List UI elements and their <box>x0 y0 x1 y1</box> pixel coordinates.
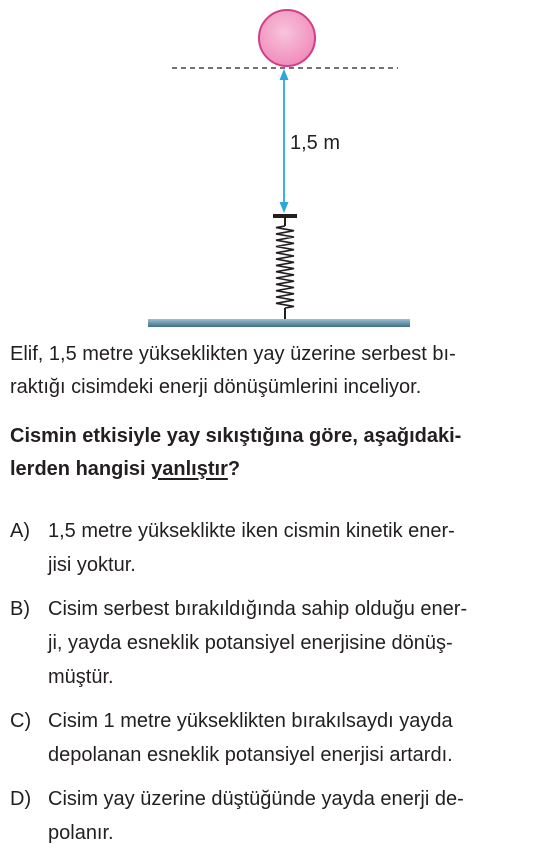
option-d-text <box>48 782 548 850</box>
question-underlined-word: yanlıştır <box>151 458 228 480</box>
option-b-line-1: Cisim serbest bırakıldığında sahip olduğu ener- <box>48 598 468 620</box>
option-a-line-2: jisi yoktur. <box>48 554 136 576</box>
option-b-letter: B) <box>10 598 30 620</box>
option-a-letter: A) <box>10 520 30 542</box>
question-text <box>10 420 546 486</box>
option-b-text <box>48 592 548 694</box>
option-a-line-1: 1,5 metre yükseklikte iken cismin kinetik ener- <box>48 520 455 542</box>
question-line-2-suffix: ? <box>227 458 241 480</box>
distance-arrow <box>280 69 289 213</box>
option-b-line-2: ji, yayda esneklik potansiyel enerjisine dönüş- <box>48 632 453 654</box>
option-c-line-2: depolanan esneklik potansiyel enerjisi artardı. <box>48 744 453 766</box>
option-a-text <box>48 514 548 582</box>
intro-paragraph <box>10 338 546 404</box>
option-c-line-1: Cisim 1 metre yükseklikten bırakılsaydı yayda <box>48 710 453 732</box>
option-d-line-2: polanır. <box>48 822 114 844</box>
option-d-line-1: Cisim yay üzerine düştüğünde yayda enerji de- <box>48 788 464 810</box>
question-line-1: Cismin etkisiyle yay sıkıştığına göre, aşağıdaki- <box>10 425 462 447</box>
intro-line-1: Elif, 1,5 metre yükseklikten yay üzerine serbest bı- <box>10 343 456 365</box>
question-line-2 <box>10 453 546 486</box>
spring <box>273 214 297 320</box>
option-c-letter: C) <box>10 710 32 732</box>
intro-line-2: raktığı cisimdeki enerji dönüşümlerini inceliyor. <box>10 376 422 398</box>
option-b-line-3: müştür. <box>48 666 114 688</box>
ground <box>148 319 410 327</box>
question-line-2-prefix: lerden hangisi <box>10 458 152 480</box>
option-c-text <box>48 704 548 772</box>
option-d-letter: D) <box>10 788 32 810</box>
distance-label: 1,5 m <box>290 132 341 154</box>
spring-ball-figure <box>0 0 556 335</box>
ball <box>259 10 315 66</box>
